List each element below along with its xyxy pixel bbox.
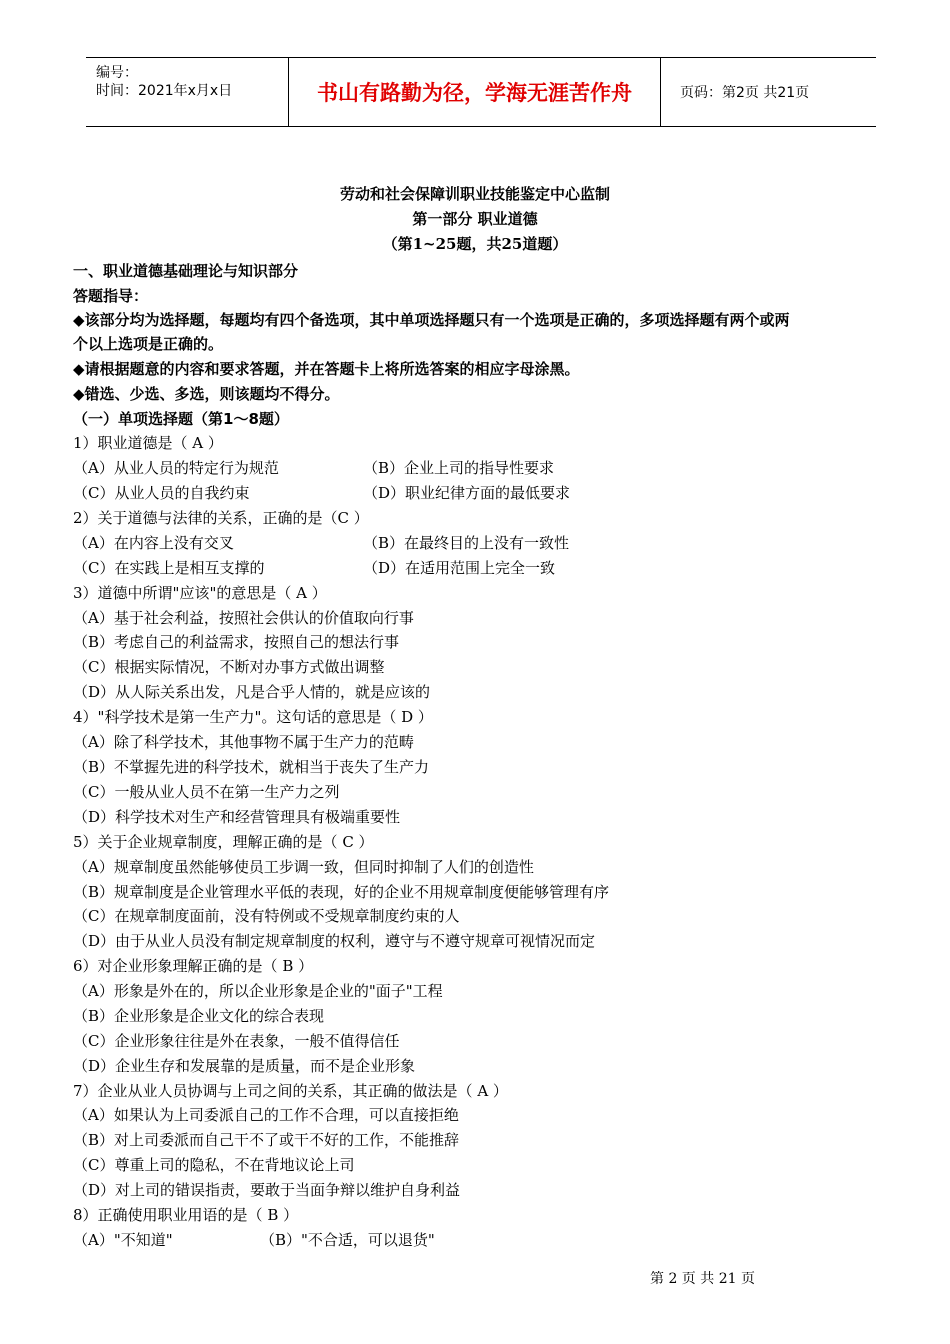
question-stem: 7）企业从业人员协调与上司之间的关系，其正确的做法是（ A ） bbox=[73, 1082, 508, 1100]
guide-line-4: ◆错选、少选、多选，则该题均不得分。 bbox=[73, 385, 340, 403]
option-c: （C）企业形象往往是外在表象，一般不值得信任 bbox=[73, 1032, 400, 1050]
question-stem: 6）对企业形象理解正确的是（ B ） bbox=[73, 957, 314, 975]
section-heading: 一、职业道德基础理论与知识部分 bbox=[73, 262, 299, 280]
document-header bbox=[86, 57, 876, 127]
header-page-label bbox=[670, 58, 876, 126]
option-c: （C）尊重上司的隐私，不在背地议论上司 bbox=[73, 1156, 355, 1174]
guide-line-3: ◆请根据题意的内容和要求答题，并在答题卡上将所选答案的相应字母涂黑。 bbox=[73, 360, 580, 378]
option-d: （D）科学技术对生产和经营管理具有极端重要性 bbox=[73, 808, 401, 826]
subsection-heading: （一）单项选择题（第1～8题） bbox=[73, 410, 289, 428]
option-c: （C）从业人员的自我约束 bbox=[73, 484, 250, 502]
option-b: （B）"不合适，可以退货" bbox=[260, 1231, 435, 1249]
option-d: （D）由于从业人员没有制定规章制度的权利，遵守与不遵守规章可视情况而定 bbox=[73, 932, 596, 950]
option-b: （B）对上司委派而自己干不了或干不好的工作，不能推辞 bbox=[73, 1131, 460, 1149]
title-org: 劳动和社会保障训职业技能鉴定中心监制 bbox=[339, 185, 610, 203]
question-stem: 2）关于道德与法律的关系，正确的是（C ） bbox=[73, 509, 369, 527]
option-d: （D）对上司的错误指责，要敢于当面争辩以维护自身利益 bbox=[73, 1181, 461, 1199]
title-part: 第一部分 职业道德 bbox=[412, 210, 538, 228]
option-a: （A）基于社会利益，按照社会供认的价值取向行事 bbox=[73, 609, 414, 627]
option-a: （A）规章制度虽然能够使员工步调一致，但同时抑制了人们的创造性 bbox=[73, 858, 534, 876]
page-footer: 第 2 页 共 21 页 bbox=[650, 1271, 755, 1287]
header-motto: 书山有路勤为径，学海无涯苦作舟 bbox=[289, 58, 661, 126]
guide-line-1: ◆该部分均为选择题，每题均有四个备选项，其中单项选择题只有一个选项是正确的，多项选择题有两个或两 bbox=[73, 311, 790, 329]
option-b: （B）企业形象是企业文化的综合表现 bbox=[73, 1007, 325, 1025]
option-a: （A）在内容上没有交叉 bbox=[73, 534, 234, 552]
option-b: （B）规章制度是企业管理水平低的表现，好的企业不用规章制度便能够管理有序 bbox=[73, 883, 610, 901]
option-d: （D）职业纪律方面的最低要求 bbox=[363, 484, 571, 502]
question-stem: 8）正确使用职业用语的是（ B ） bbox=[73, 1206, 299, 1224]
option-c: （C）根据实际情况，不断对办事方式做出调整 bbox=[73, 658, 385, 676]
option-d: （D）在适用范围上完全一致 bbox=[363, 559, 556, 577]
option-a: （A）从业人员的特定行为规范 bbox=[73, 459, 279, 477]
guide-title: 答题指导： bbox=[73, 287, 149, 305]
question-stem: 4）"科学技术是第一生产力"。这句话的意思是（ D ） bbox=[73, 708, 433, 726]
option-c: （C）在规章制度面前，没有特例或不受规章制度约束的人 bbox=[73, 907, 460, 925]
header-meta-cell bbox=[86, 58, 289, 126]
option-row bbox=[73, 1229, 883, 1250]
option-a: （A）如果认为上司委派自己的工作不合理，可以直接拒绝 bbox=[73, 1106, 459, 1124]
option-row bbox=[73, 557, 883, 578]
option-row bbox=[73, 457, 883, 478]
option-row bbox=[73, 532, 883, 553]
option-b: （B）在最终目的上没有一致性 bbox=[363, 534, 570, 552]
option-a: （A）除了科学技术，其他事物不属于生产力的范畴 bbox=[73, 733, 414, 751]
page-label-text: 页码：第2页 共21页 bbox=[680, 85, 810, 101]
option-b: （B）考虑自己的利益需求，按照自己的想法行事 bbox=[73, 633, 400, 651]
option-d: （D）从人际关系出发，凡是合乎人情的，就是应该的 bbox=[73, 683, 431, 701]
option-c: （C）一般从业人员不在第一生产力之列 bbox=[73, 783, 340, 801]
option-a: （A）形象是外在的，所以企业形象是企业的"面子"工程 bbox=[73, 982, 443, 1000]
option-a: （A）"不知道" bbox=[73, 1231, 173, 1249]
option-b: （B）不掌握先进的科学技术，就相当于丧失了生产力 bbox=[73, 758, 430, 776]
time-label: 时间：2021年x月x日 bbox=[96, 83, 233, 99]
question-stem: 5）关于企业规章制度，理解正确的是（ C ） bbox=[73, 833, 374, 851]
guide-line-2: 个以上选项是正确的。 bbox=[73, 335, 224, 353]
question-stem: 3）道德中所谓"应该"的意思是（ A ） bbox=[73, 584, 327, 602]
option-row bbox=[73, 482, 883, 503]
title-range: （第1~25题，共25道题） bbox=[382, 235, 568, 253]
question-stem: 1）职业道德是（ A ） bbox=[73, 434, 223, 452]
option-b: （B）企业上司的指导性要求 bbox=[363, 459, 555, 477]
number-label: 编号： bbox=[96, 65, 138, 81]
option-d: （D）企业生存和发展靠的是质量，而不是企业形象 bbox=[73, 1057, 416, 1075]
option-c: （C）在实践上是相互支撑的 bbox=[73, 559, 265, 577]
